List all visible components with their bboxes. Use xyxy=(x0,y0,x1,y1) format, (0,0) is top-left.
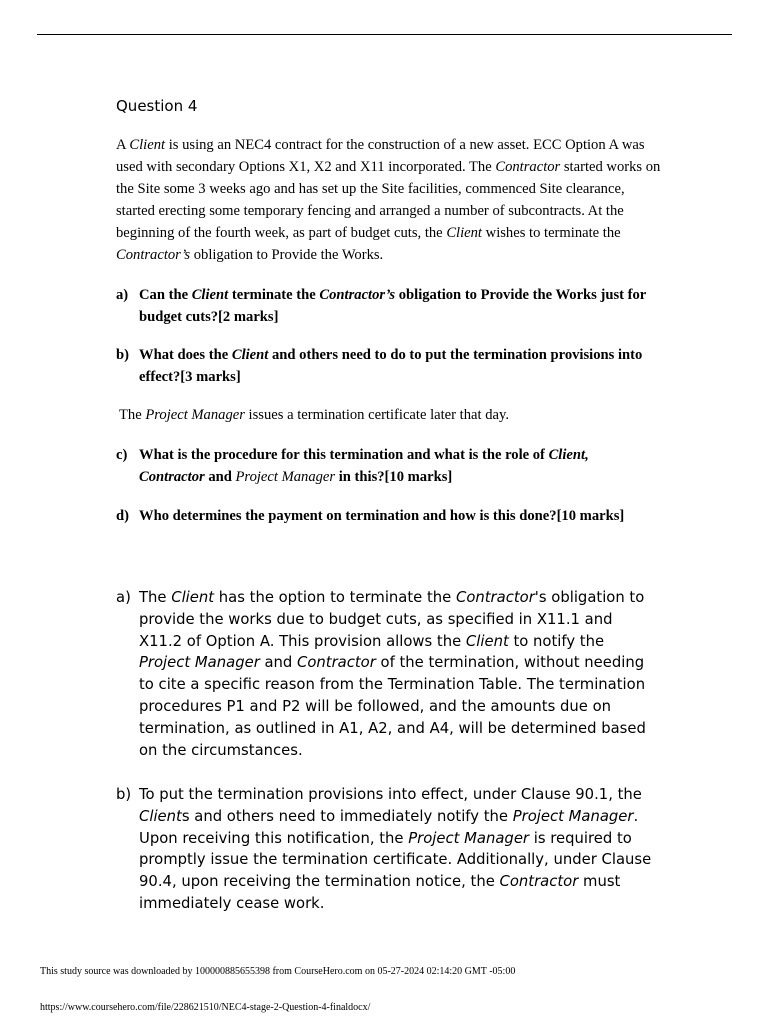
answer-a xyxy=(116,587,656,761)
top-rule xyxy=(37,34,732,35)
question-label: d) xyxy=(116,508,129,524)
answer-label: b) xyxy=(116,786,132,803)
question-d xyxy=(116,505,656,527)
question-text: Who determines the payment on termination and how is this done?[10 marks] xyxy=(139,508,625,524)
question-label: b) xyxy=(116,347,129,363)
question-text: Can the Client terminate the Contractor’s obligation to Provide the Works just for budget cuts?[2 marks] xyxy=(139,287,647,325)
question-label: c) xyxy=(116,447,128,463)
download-notice: This study source was downloaded by 100000885655398 from CourseHero.com on 05-27-2024 02:14:20 GMT -05:00 xyxy=(40,966,516,977)
answer-b xyxy=(116,784,656,915)
question-label: a) xyxy=(116,287,129,303)
question-heading: Question 4 xyxy=(116,97,198,115)
question-a xyxy=(116,284,656,328)
project-manager-note: The Project Manager issues a termination certificate later that day. xyxy=(119,407,509,423)
question-text: What does the Client and others need to do to put the termination provisions into effect?[3 marks] xyxy=(139,347,643,385)
answer-text: To put the termination provisions into effect, under Clause 90.1, the Clients and others need to immediately notify the Project Manager. Upon receiving this notification, the Project Manager is required to promptly issue the termination certificate. Additionally, under Clause 90.4, upon receiving the termination notice, the Contractor must immediately cease work. xyxy=(139,786,652,912)
question-c xyxy=(116,444,656,488)
answer-label: a) xyxy=(116,589,131,606)
scenario-paragraph: A Client is using an NEC4 contract for the construction of a new asset. ECC Option A was used with secondary Options X1, X2 and X11 incorporated. The Contractor started works on the Site some 3 weeks ago and has set up the Site facilities, commenced Site clearance, started erecting some temporary fencing and arranged a number of subcontracts. At the beginning of the fourth week, as part of budget cuts, the Client wishes to terminate the Contractor’s obligation to Provide the Works. xyxy=(116,137,661,263)
answer-text: The Client has the option to terminate the Contractor's obligation to provide the works due to budget cuts, as specified in X11.1 and X11.2 of Option A. This provision allows the Client to notify the Project Manager and Contractor of the termination, without needing to cite a specific reason from the Termination Table. The termination procedures P1 and P2 will be followed, and the amounts due on termination, as outlined in A1, A2, and A4, will be determined based on the circumstances. xyxy=(139,589,646,759)
source-url-link[interactable]: https://www.coursehero.com/file/228621510/NEC4-stage-2-Question-4-finaldocx/ xyxy=(40,1002,371,1013)
question-b xyxy=(116,344,656,388)
question-text: What is the procedure for this termination and what is the role of Client, Contractor and Project Manager in this?[10 marks] xyxy=(139,447,589,485)
